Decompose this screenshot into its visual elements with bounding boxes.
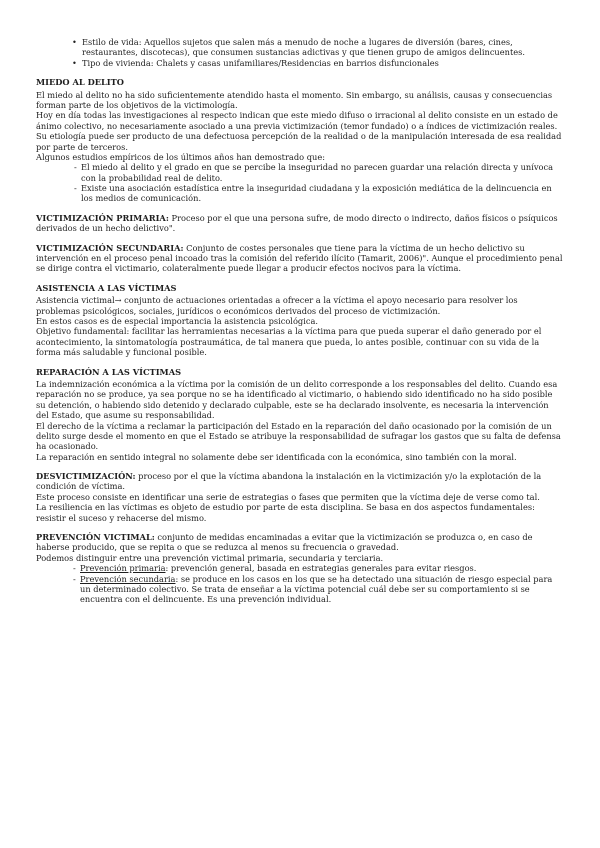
paragraph: Hoy en día todas las investigaciones al respecto indican que este miedo difuso o irracional al delito consiste en un estado de ánimo colectivo, no necesariamente asociado a una previa victimización (temor fundado) o a índices de victimización reales. <box>36 110 558 131</box>
section-heading: MIEDO AL DELITO <box>36 77 124 88</box>
section-prevencion <box>36 532 564 605</box>
dash-icon: - <box>74 162 77 173</box>
risk-factor-list <box>36 37 564 68</box>
paragraph: Podemos distinguir entre una prevención victimal primaria, secundaria y terciaria. <box>36 552 384 563</box>
dash-icon: - <box>73 573 76 584</box>
list-item-text: : prevención general, basada en estrategias generales para evitar riesgos. <box>165 563 477 574</box>
definition-text: Conjunto de costes personales que tiene para la víctima de un hecho delictivo su intervención en el proceso penal incoado tras la comisión del referido ilícito (Tamarit, 2006)". Aunque el procedimiento penal se dirige contra el victimario, colateralmente puede llegar a producir efectos nocivos para la víctima. <box>36 242 563 274</box>
definition <box>36 213 564 234</box>
dash-icon: - <box>73 563 76 574</box>
paragraph: La resiliencia en las víctimas es objeto de estudio por parte de esta disciplina. Se basa en dos aspectos fundamentales: resistir el suceso y rehacerse del mismo. <box>36 502 535 523</box>
paragraph: Algunos estudios empíricos de los últimos años han demostrado que: <box>36 151 325 162</box>
bullet-icon: • <box>72 37 77 47</box>
bullet-text: : Aquellos sujetos que salen más a menudo de noche a lugares de diversión (bares, cines, restaurantes, discotecas), que consumen sustancias adictivas y que tienen grupo de amigos delincuentes. <box>82 37 525 58</box>
section-desvictimizacion <box>36 471 564 523</box>
document-content <box>36 37 564 614</box>
paragraph: La indemnización económica a la víctima por la comisión de un delito corresponde a los responsables del delito. Cuando esa reparación no se produce, ya sea porque no se ha identificado al victimario, o habiendo sido identificado no ha sido posible su detención, o habiendo sido detenido y declarado culpable, este se ha declarado insolvente, es necesaria la intervención del Estado, que asume su responsabilidad. <box>36 378 558 421</box>
section-heading: VICTIMIZACIÓN PRIMARIA: <box>36 212 169 223</box>
bullet-label: Estilo de vida <box>82 37 139 47</box>
bullet-text: : Chalets y casas unifamiliares/Residencias en barrios disfuncionales <box>150 57 439 68</box>
list-item-label: Prevención secundaria <box>80 573 176 584</box>
section-victimizacion-primaria <box>36 213 564 234</box>
section-victimizacion-secundaria <box>36 243 564 274</box>
paragraph: Su etiología puede ser producto de una defectuosa percepción de la realidad o de la manipulación interesada de esa realidad por parte de terceros. <box>36 131 562 152</box>
definition <box>36 243 564 274</box>
paragraph: Este proceso consiste en identificar una serie de estrategias o fases que permiten que la víctima deje de verse como tal. <box>36 491 540 502</box>
list-item-text: : se produce en los casos en los que se ha detectado una situación de riesgo especial para un determinado colectivo. Se trata de enseñar a la víctima potencial cuál debe ser su comportamiento si se encuentra con el delincuente. Es una prevención individual. <box>80 573 553 605</box>
list-item <box>36 563 564 573</box>
bullet-label: Tipo de vivienda <box>82 57 151 68</box>
section-heading: REPARACIÓN A LAS VÍCTIMAS <box>36 366 182 377</box>
section-heading: PREVENCIÓN VICTIMAL: <box>36 532 155 543</box>
paragraph: Objetivo fundamental: facilitar las herramientas necesarias a la víctima para que pueda superar el daño generado por el acontecimiento, la sintomatología postraumática, de tal manera que pueda, lo antes posible, continuar con su vida de la forma más saludable y funcional posible. <box>36 326 542 358</box>
paragraph: En estos casos es de especial importancia la asistencia psicológica. <box>36 315 318 326</box>
findings-list <box>36 162 564 204</box>
list-item <box>36 183 564 204</box>
bullet-icon: • <box>72 57 77 68</box>
list-item-text: Existe una asociación estadística entre la inseguridad ciudadana y la exposición mediática de la delincuencia en los medios de comunicación. <box>81 183 552 204</box>
section-reparacion <box>36 367 564 463</box>
definition-text: conjunto de medidas encaminadas a evitar que la victimización se produzca o, en caso de haberse producido, que se repita o que se reduzca al menos su frecuencia o gravedad. <box>36 532 533 553</box>
list-item-label: Prevención primaria <box>80 563 166 574</box>
list-item <box>36 37 564 58</box>
section-heading: DESVICTIMIZACIÓN: <box>36 471 136 482</box>
list-item-text: El miedo al delito y el grado en que se percibe la inseguridad no parecen guardar una relación directa y unívoca con la probabilidad real de delito. <box>81 162 554 183</box>
section-heading: VICTIMIZACIÓN SECUNDARIA: <box>36 242 184 253</box>
list-item <box>36 58 564 68</box>
paragraph: El miedo al delito no ha sido suficientemente atendido hasta el momento. Sin embargo, su análisis, causas y consecuencias forman parte de los objetivos de la victimología. <box>36 89 553 110</box>
paragraph: La reparación en sentido integral no solamente debe ser identificada con la económica, sino también con la moral. <box>36 451 517 462</box>
section-asistencia <box>36 283 564 358</box>
section-heading: ASISTENCIA A LAS VÍCTIMAS <box>36 282 177 293</box>
dash-icon: - <box>74 183 77 194</box>
definition-text: proceso por el que la víctima abandona la instalación en la victimización y/o la explotación de la condición de víctima. <box>36 471 542 492</box>
paragraph: El derecho de la víctima a reclamar la participación del Estado en la reparación del daño ocasionado por la comisión de un delito surge desde el momento en que el Estado se atribuye la responsabilidad de sufragar los gastos que su falta de defensa ha ocasionado. <box>36 420 561 452</box>
list-item <box>36 162 564 183</box>
section-miedo-al-delito <box>36 77 564 204</box>
paragraph: Asistencia victimal→ conjunto de actuaciones orientadas a ofrecer a la víctima el apoyo necesario para resolver los problemas psicológicos, sociales, jurídicos o económicos derivados del proceso de victimización. <box>36 295 518 316</box>
definition <box>36 471 564 492</box>
prevention-types-list <box>36 563 564 605</box>
definition <box>36 532 564 553</box>
list-item <box>36 574 564 605</box>
definition-text: Proceso por el que una persona sufre, de modo directo o indirecto, daños físicos o psíquicos derivados de un hecho delictivo". <box>36 212 558 234</box>
